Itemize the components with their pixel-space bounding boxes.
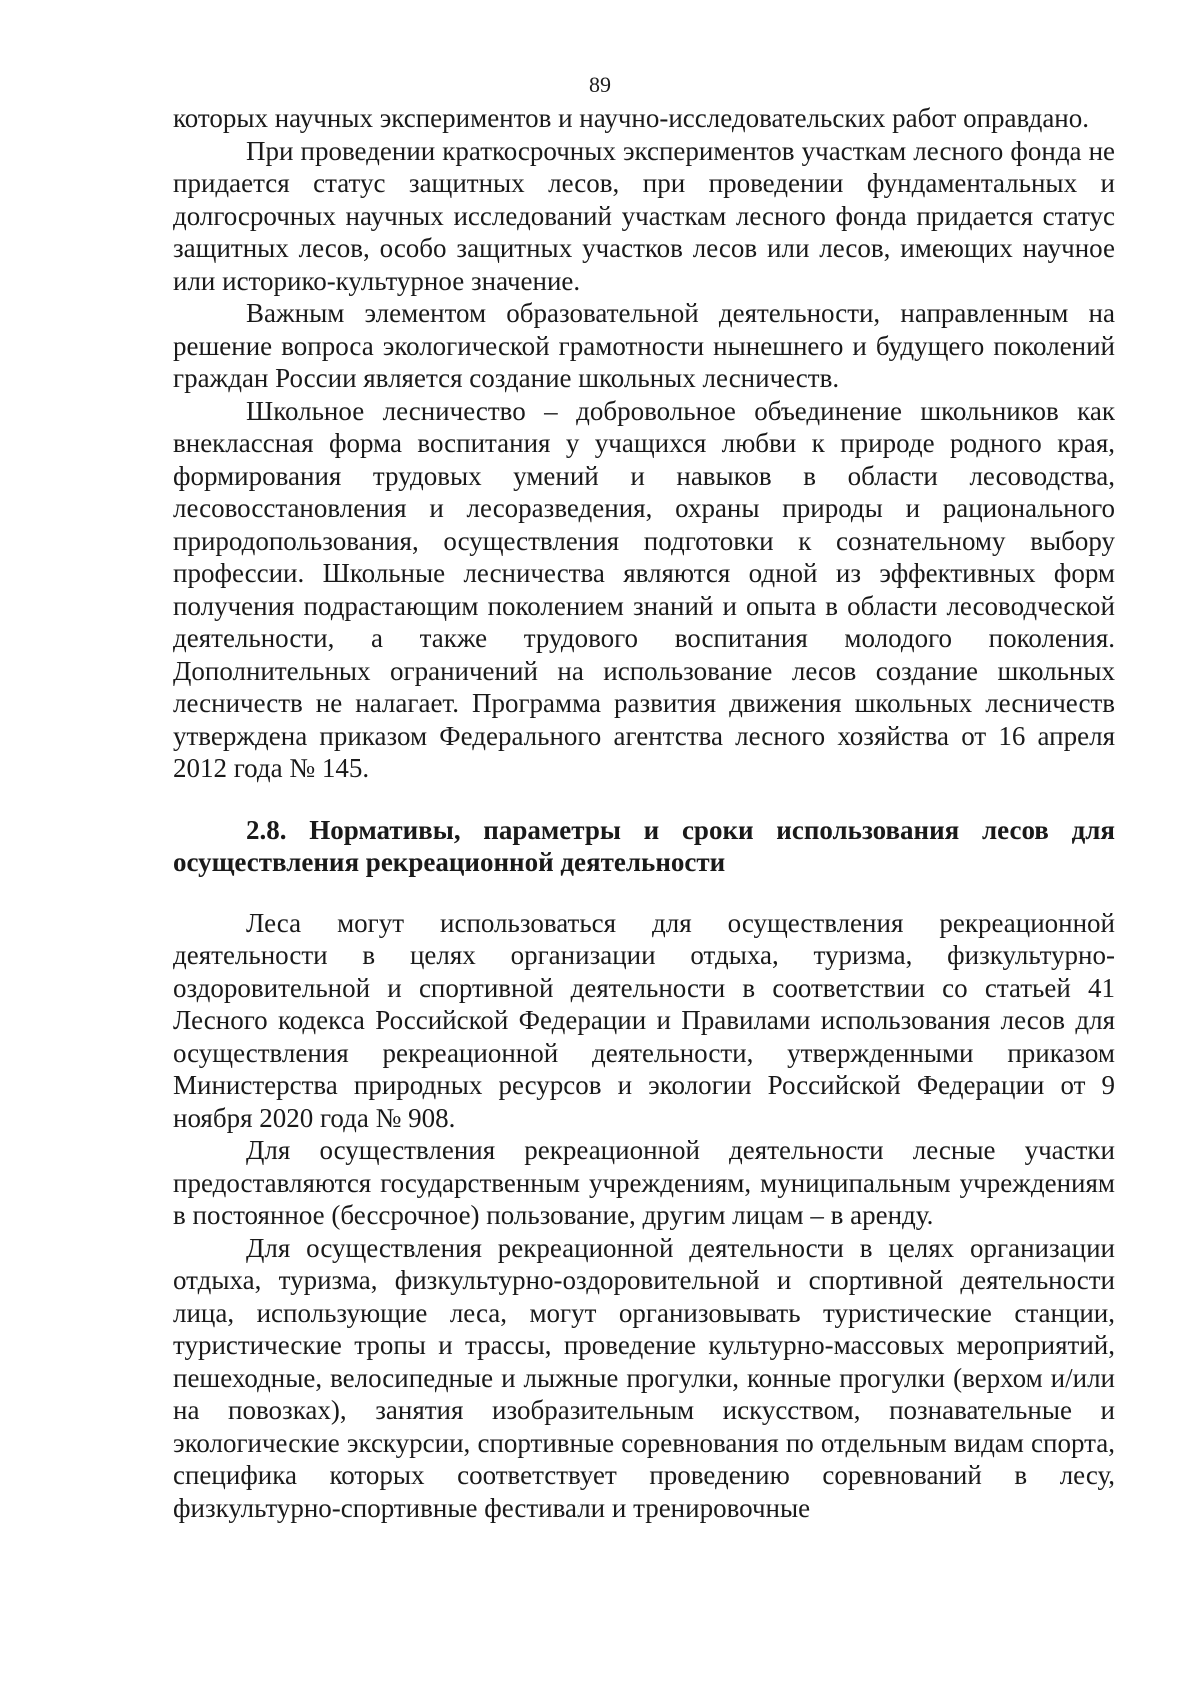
paragraph: При проведении краткосрочных экспериментов участкам лесного фонда не придается статус защитных лесов, при проведении фундаментальных и долгосрочных научных исследований участкам лесного фонда придается статус защитных лесов, особо защитных участков лесов или лесов, имеющих научное или историко-культурное значение. <box>173 135 1115 296</box>
page-number: 89 <box>589 72 611 97</box>
paragraph: Для осуществления рекреационной деятельности в целях организации отдыха, туризма, физкультурно-оздоровительной и спортивной деятельности лица, использующие леса, могут организовывать туристические станции, туристические тропы и трассы, проведение культурно-массовых мероприятий, пешеходные, велосипедные и лыжные прогулки, конные прогулки (верхом и/или на повозках), занятия изобразительным искусством, познавательные и экологические экскурсии, спортивные соревнования по отдельным видам спорта, специфика которых соответствует проведению соревнований в лесу, физкультурно-спортивные фестивали и тренировочные <box>173 1232 1115 1523</box>
paragraph-continuation: которых научных экспериментов и научно-исследовательских работ оправдано. <box>173 103 1089 133</box>
section-heading: 2.8. Нормативы, параметры и сроки использования лесов для осуществления рекреационной деятельности <box>173 814 1115 877</box>
document-body <box>173 102 1115 1524</box>
paragraph: Школьное лесничество – добровольное объединение школьников как внеклассная форма воспитания у учащихся любви к природе родного края, формирования трудовых умений и навыков в области лесоводства, лесовосстановления и лесоразведения, охраны природы и рационального природопользования, осуществления подготовки к сознательному выбору профессии. Школьные лесничества являются одной из эффективных форм получения подрастающим поколением знаний и опыта в области лесоводческой деятельности, а также трудового воспитания молодого поколения. Дополнительных ограничений на использование лесов создание школьных лесничеств не налагает. Программа развития движения школьных лесничеств утверждена приказом Федерального агентства лесного хозяйства от 16 апреля 2012 года № 145. <box>173 395 1115 783</box>
paragraph: Леса могут использоваться для осуществления рекреационной деятельности в целях организации отдыха, туризма, физкультурно-оздоровительной и спортивной деятельности в соответствии со статьей 41 Лесного кодекса Российской Федерации и Правилами использования лесов для осуществления рекреационной деятельности, утвержденными приказом Министерства природных ресурсов и экологии Российской Федерации от 9 ноября 2020 года № 908. <box>173 907 1115 1133</box>
paragraph: Важным элементом образовательной деятельности, направленным на решение вопроса экологической грамотности нынешнего и будущего поколений граждан России является создание школьных лесничеств. <box>173 298 1115 393</box>
paragraph: Для осуществления рекреационной деятельности лесные участки предоставляются государственным учреждениям, муниципальным учреждениям в постоянное (бессрочное) пользование, другим лицам – в аренду. <box>173 1135 1115 1230</box>
